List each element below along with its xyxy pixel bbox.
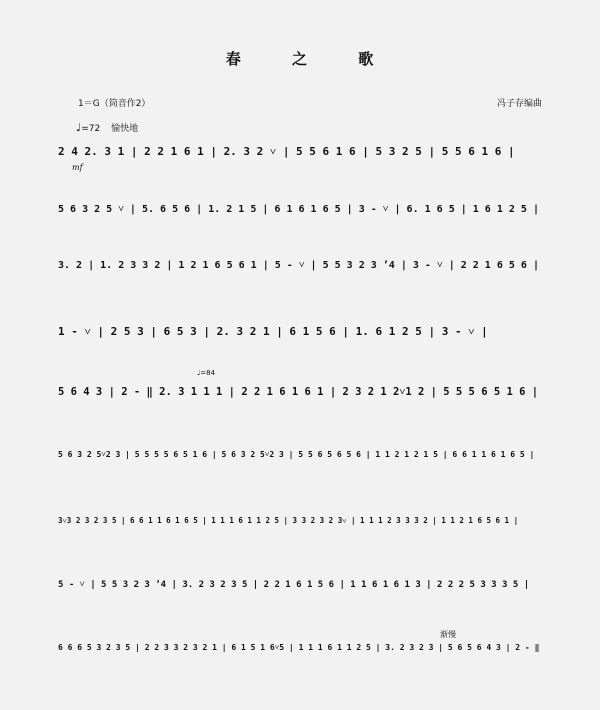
tempo-marking (76, 121, 138, 134)
composer-credit: 冯子存编曲 (496, 99, 542, 109)
notation-line: 5 6 3 2 5 ˅ | 5. 6 5 6 | 1. 2 1 5 | 6 1 6 1 6 5 | 3 - ˅ | 6. 1 6 5 | 1 6 1 2 5 | (58, 204, 539, 215)
quarter-note-icon: ♩ (76, 121, 82, 134)
notation-line: 3˅3 2 3 2 3 5 | 6 6 1 1 6 1 6 5 | 1 1 1 6 1 1 2 5 | 3 3 2 3 2 3˅ | 1 1 1 2 3 3 3 2 | 1 1 2 1 6 5 6 1 | (58, 516, 519, 525)
notation-line: 2 4 2. 3 1 | 2 2 1 6 1 | 2. 3 2 ˅ | 5 5 6 1 6 | 5 3 2 5 | 5 5 6 1 6 | (58, 145, 515, 158)
dynamic-marking: mf (72, 163, 83, 172)
notation-line: 5 - ˅ | 5 5 3 2 3 ʼ4 | 3. 2 3 2 3 5 | 2 2 1 6 1 5 6 | 1 1 6 1 6 1 3 | 2 2 2 5 3 3 3 5 | (58, 580, 530, 590)
key-signature: 1＝G（筒音作2） (78, 99, 151, 109)
notation-line: 5 6 4 3 | 2 - ‖ 2. 3 1 1 1 | 2 2 1 6 1 6 1 | 2 3 2 1 2˅1 2 | 5 5 5 6 5 1 6 | (58, 386, 539, 398)
title-char: 之 (291, 50, 308, 68)
notation-line: 1 - ˅ | 2 5 3 | 6 5 3 | 2. 3 2 1 | 6 1 5 6 | 1. 6 1 2 5 | 3 - ˅ | (58, 325, 488, 338)
page-title (0, 48, 600, 69)
tempo-value: =72 (81, 124, 101, 134)
notation-line: 5 6 3 2 5˅2 3 | 5 5 5 5 6 5 1 6 | 5 6 3 2 5˅2 3 | 5 5 6 5 6 5 6 | 1 1 2 1 2 1 5 | 6 6 1 1 6 1 6 5 | (58, 450, 535, 459)
tempo-expression: 愉快地 (111, 124, 139, 134)
notation-line: 6 6 6 5 3 2 3 5 | 2 2 3 3 2 3 2 1 | 6 1 5 1 6˅5 | 1 1 1 6 1 1 2 5 | 3. 2 3 2 3 | 5 6 5 6 4 3 | 2 - ‖ (58, 643, 540, 652)
notation-line: 3. 2 | 1. 2 3 3 2 | 1 2 1 6 5 6 1 | 5 - ˅ | 5 5 3 2 3 ʼ4 | 3 - ˅ | 2 2 1 6 5 6 | (58, 260, 539, 271)
tempo-change: ♩=84 (197, 369, 216, 377)
title-char: 春 (225, 50, 242, 68)
title-char: 歌 (358, 50, 375, 68)
ritardando-marking: 渐慢 (440, 630, 456, 639)
